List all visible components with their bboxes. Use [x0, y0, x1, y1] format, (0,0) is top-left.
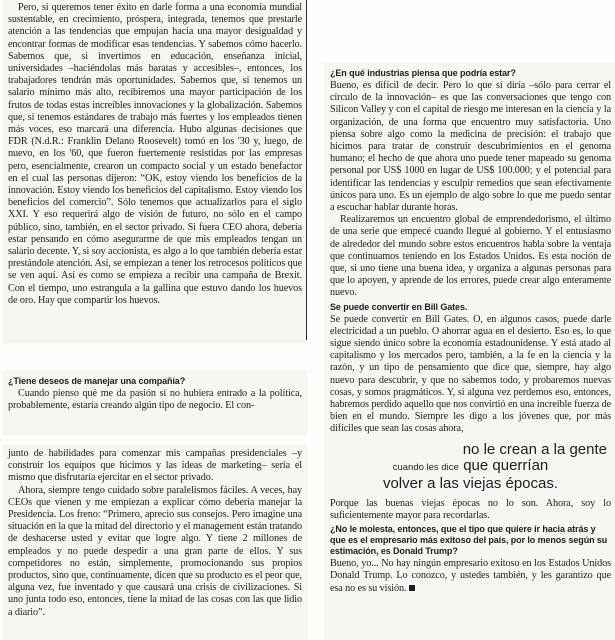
- end-of-article-mark: [409, 585, 415, 591]
- interview-answer: [330, 498, 611, 522]
- clip-right-column: [326, 64, 615, 640]
- interview-answer: [330, 80, 611, 300]
- pull-quote-big: que querrían: [463, 456, 549, 474]
- answer-text: Bueno, yo... No hay ningún empresario exitoso en los Estados Unidos Donald Trump. Lo conozco, y ustedes también, y les garantizo que esa no es su visión.: [330, 558, 611, 594]
- paragraph: Pero, si queremos tener éxito en darle forma a una economía mundial sustentable, en crecimiento, próspera, integrada, tenemos que prestarle atención a las tendencias que empujan hacia una mayor desigualdad y encontrar formas de modificar esas tendencias. Y sabemos cómo hacerlo. Sabemos que, si invertimos en educación, enseñanza inicial, universidades –haciéndolas más baratas y accesibles–, entonces, los trabajadores tendrán más oportunidades. Sabemos que, si tenemos un salario mínimo más alto, recibiremos una mayor participación de los frutos de todas estas increíbles innovaciones y la globalización. Sabemos que, si tenemos estándares de trabajo más fuertes y los empleados tienen más voces, eso marcará una diferencia. Hubo algunas decisiones que FDR (N.d.R.: Franklin Delano Roosevelt) tomó en los '30 y, luego, de nuevo, en los '60, que fueron fuertemente resistidas por las empresas pero, esencialmente, crearon un compacto social y un estado benefactor en el cual las personas dijeron: “OK, estoy viendo los beneficios de la innovación. Estoy viendo los beneficios del capitalismo. Estoy viendo los beneficios del comercio”. Sólo tenemos que actualizarlos para el siglo XXI. Y eso requerirá algo de visión de futuro, no sólo en el campo público, sino, también, en el sector privado. Si fuera CEO ahora, debería estar pensando en cómo asegurarme de que mis empleados tengan un salario decente. Y, si soy accionista, es algo a lo que también debería estar prestándole atención. Así, se empiezan a tener los retrocesos políticos que se ven aquí. Así es como se empieza a recibir una campaña de Brexit. Con el tiempo, uno estrangula a la gallina que estuvo dando los huevos de oro. Hay que compartir los huevos.: [8, 2, 302, 306]
- clip-bottom-left: [4, 446, 306, 640]
- paragraph: junto de habilidades para comenzar mis campañas presidenciales –y construir los equipos que hicimos y las ideas de marketing– sería el mismo que disfrutaría ejercitar en el sector privado.: [8, 448, 302, 484]
- interview-question: ¿En qué industrias piensa que podría estar?: [330, 68, 516, 78]
- interview-answer: [330, 558, 611, 595]
- paragraph: Realizaremos un encuentro global de emprendedorismo, el último de una serie que empecé cuando llegué al gobierno. Y el entusiasmo de alrededor del mundo sobre estos encuentros habla sobre la ventaja que continuamos teniendo en los Estados Unidos. Es esta noción de que, si uno tiene una buena idea, y organiza a algunas personas para que lo apoyen, y aprende de los errores, puede crear algo enteramente nuevo.: [330, 214, 611, 299]
- interview-question: ¿Tiene deseos de manejar una compañía?: [8, 376, 186, 386]
- interview-question: ¿No le molesta, entonces, que el tipo que quiere ir hacia atrás y que es el empresario más exitoso del país, por lo menos según su estimación, es Donald Trump?: [330, 524, 608, 557]
- clip-middle-left: [4, 372, 306, 434]
- pull-quote-small: cuando les dice: [392, 461, 459, 473]
- clip-top-left: [4, 0, 306, 342]
- paragraph: Cuando pienso qué me da pasión sí no hubiera entrado a la política, probablemente, estaría creando algún tipo de negocio. El con-: [8, 388, 302, 412]
- paragraph: Ahora, siempre tengo cuidado sobre paralelismos fáciles. A veces, hay CEOs que vienen y me empiezan a explicar cómo debería manejar la Presidencia. Los freno: “Primero, aprecio sus consejos. Pero imagine una situación en la que la mitad del directorio y el management están tratando de deshacerse usted y evitar que logre algo. Y tiene 2 millones de empleados y no puede despedir a una gran parte de ellos. Y sus competidores no están, simplemente, promocionando sus propios productos, sino que, continuamente, dicen que su producto es el peor que, alguna vez, fue inventado y que causará una crisis de civilizaciones. Si uno junta todo eso, entonces, tiene la mitad de las cosas con las que lidio a diario”.: [8, 484, 302, 618]
- paragraph: Se puede convertir en Bill Gates. O, en algunos casos, puede darle electricidad a un pueblo. O ahorrar agua en el desierto. Eso es, lo que sigue siendo único sobre la economía estadounidense. Y está atado al capitalismo y los mercados pero, también, a la fe en la ciencia y la razón, y un tipo de pensamiento que dice que, siempre, hay algo nuevo para descubrir, y que no sabemos todo, y probaremos nuevas cosas, y somos pragmáticos. Y, si alguna vez perdemos eso, entonces, habremos perdido aquello que nos convirtió en una increíble fuerza de bien en el mundo. Siempre les digo a los jóvenes que, por más difíciles que sean las cosas ahora,: [330, 313, 611, 435]
- paragraph: Bueno, es difícil de decir. Pero lo que sí diría –sólo para cerrar el círculo de la innovación– es que las conversaciones que tengo con Silicon Valley y con el capital de riesgo me interesan en la ciencia y la organización, de una forma que encuentro muy satisfactoria. Uno piensa sobre algo como la medicina de precisión: el trabajo que hicimos para tratar de construir descubrimientos en el genoma humano; el hecho de que ahora uno puede tener mapeado su genoma personal por US$ 1000 en lugar de US$ 100.000; y el potencial para identificar las tendencias y esculpir remedios que sean efectivamente únicos para uno. Es un ejemplo de algo sobre lo que me puedo sentar a escuchar hablar durante horas.: [330, 80, 611, 214]
- pull-quote-line: volver a las viejas épocas.: [382, 474, 559, 492]
- interview-answer: [8, 388, 302, 412]
- paragraph: Porque las buenas viejas épocas no lo son. Ahora, soy lo suficientemente mayor para recordarlas.: [330, 497, 611, 521]
- article-text-block: [4, 446, 306, 619]
- paragraph: [330, 558, 611, 595]
- interview-answer: [330, 314, 611, 436]
- pull-quote-line: no le crean a la gente: [462, 440, 607, 458]
- pull-quote-line: [330, 458, 611, 476]
- interview-question: Se puede convertir en Bill Gates.: [330, 301, 468, 312]
- pull-quote: [330, 442, 611, 492]
- article-text-block: [4, 0, 306, 307]
- column-rule: [306, 0, 307, 340]
